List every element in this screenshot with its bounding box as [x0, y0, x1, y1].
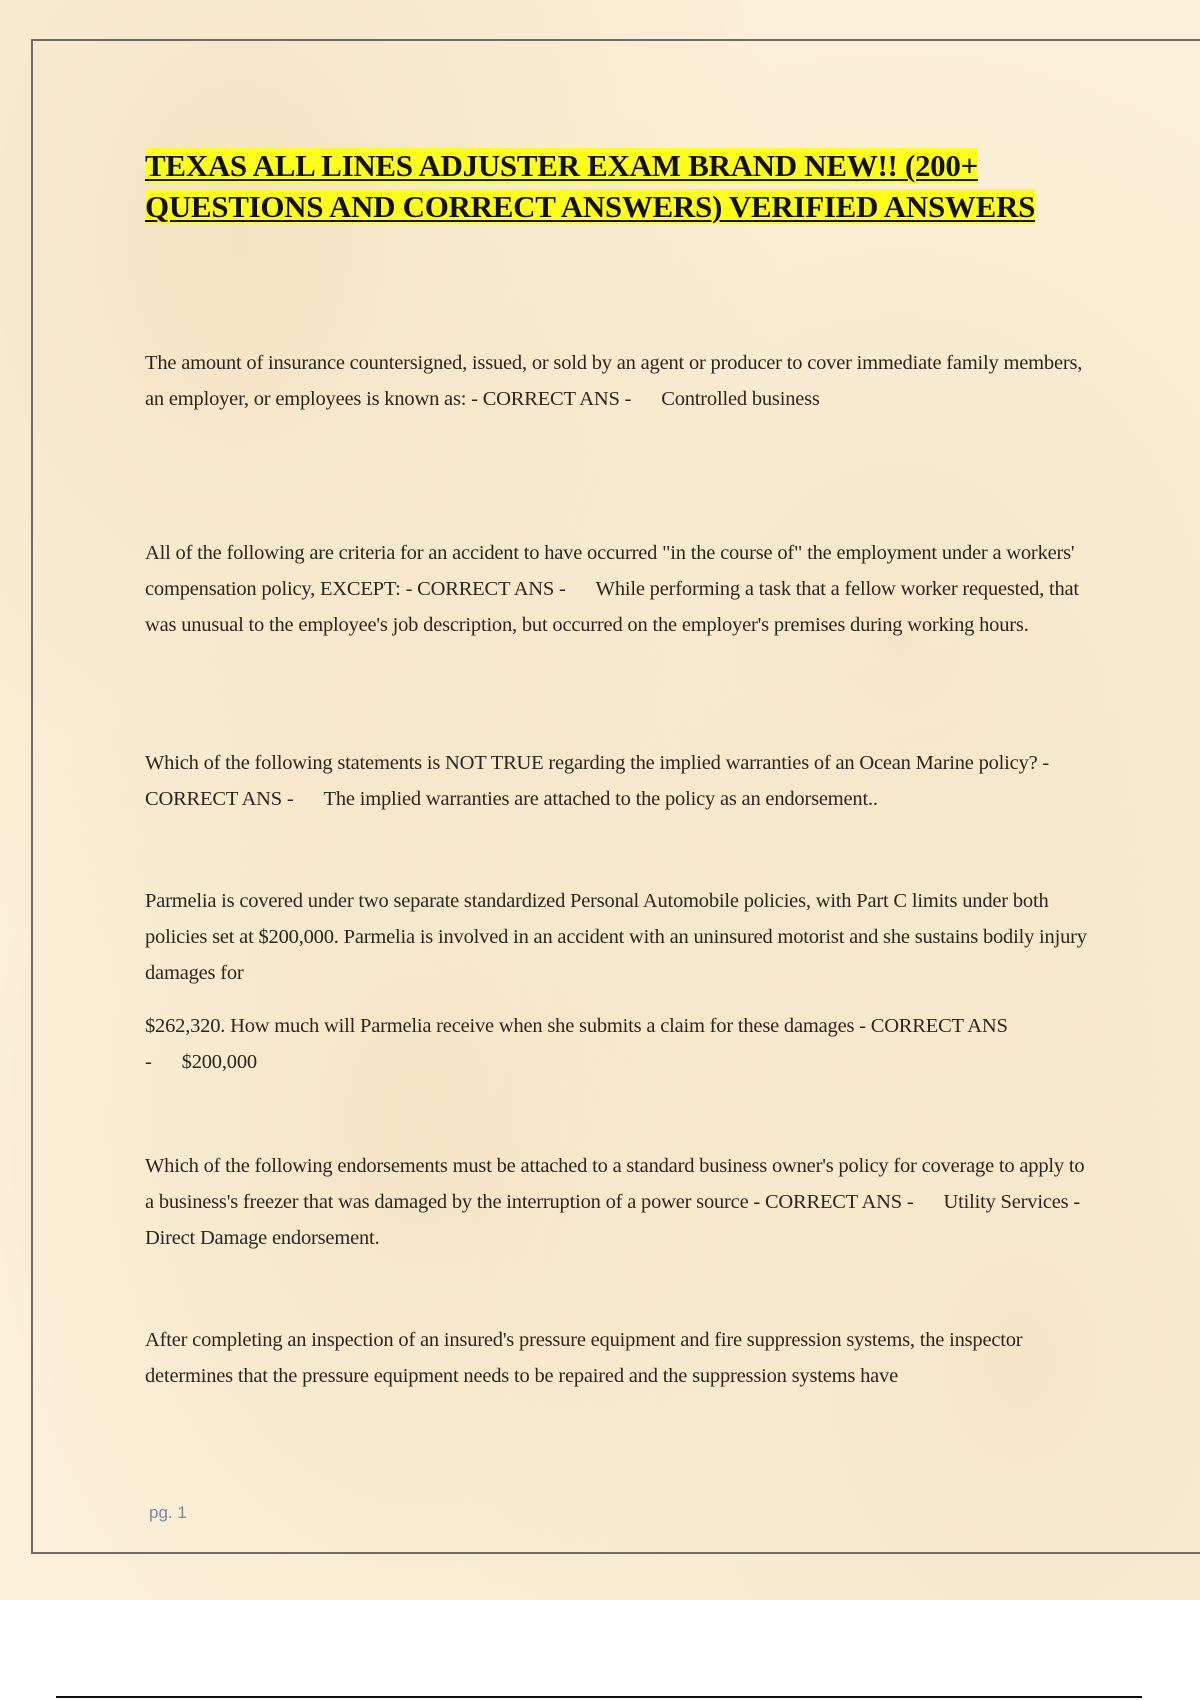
answer-text: $200,000: [181, 1051, 257, 1073]
qa-entry: [145, 1322, 1095, 1394]
answer-text: Utility Services - Direct Damage endorsement.: [145, 1191, 1080, 1249]
qa-entry: [145, 1148, 1095, 1256]
question-text: Which of the following endorsements must be attached to a standard business owner's policy for coverage to apply to a business's freezer that was damaged by the interruption of a power source - CORRECT ANS -: [145, 1155, 1085, 1213]
answer-text: The implied warranties are attached to the policy as an endorsement..: [323, 788, 878, 810]
page-number: pg. 1: [149, 1503, 187, 1522]
qa-entry: [145, 883, 1095, 991]
qa-entry: [145, 1008, 1095, 1080]
qa-entry: [145, 535, 1095, 643]
qa-entry: [145, 345, 1095, 417]
question-text: Parmelia is covered under two separate standardized Personal Automobile policies, with Part C limits under both policies set at $200,000. Parmelia is involved in an accident with an uninsured motorist and she sustains bodily injury damages for: [145, 890, 1087, 984]
question-text: Which of the following statements is NOT TRUE regarding the implied warranties of an Ocean Marine policy? - CORRECT ANS -: [145, 752, 1050, 810]
question-text: All of the following are criteria for an accident to have occurred "in the course of" the employment under a workers' compensation policy, EXCEPT: - CORRECT ANS -: [145, 542, 1075, 600]
question-text: After completing an inspection of an insured's pressure equipment and fire suppression systems, the inspector determines that the pressure equipment needs to be repaired and the suppression systems have: [145, 1329, 1023, 1387]
document-title: [145, 145, 1105, 227]
question-text: $262,320. How much will Parmelia receive when she submits a claim for these damages - CORRECT ANS -: [145, 1015, 1008, 1073]
divider-line: [56, 1696, 1142, 1698]
question-text: The amount of insurance countersigned, issued, or sold by an agent or producer to cover immediate family members, an employer, or employees is known as: - CORRECT ANS -: [145, 352, 1083, 410]
answer-text: Controlled business: [661, 388, 820, 410]
title-highlight: TEXAS ALL LINES ADJUSTER EXAM BRAND NEW!! (200+ QUESTIONS AND CORRECT ANSWERS) VERIFIED ANSWERS: [145, 148, 1036, 224]
qa-entry: [145, 745, 1095, 817]
answer-text: While performing a task that a fellow worker requested, that was unusual to the employee's job description, but occurred on the employer's premises during working hours.: [145, 578, 1079, 636]
